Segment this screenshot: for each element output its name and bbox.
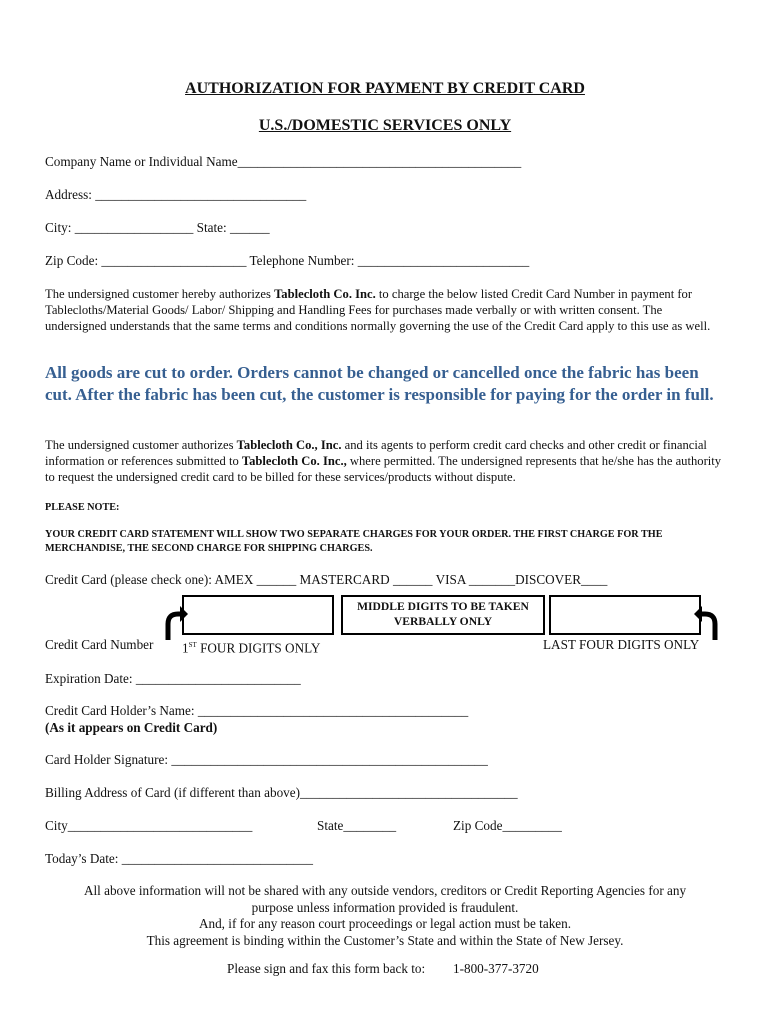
agents-text-2: and its agents to perform credit card checks and other credit or financial information or references submitted to bbox=[45, 438, 707, 469]
state-label: State: bbox=[196, 220, 227, 235]
footer-line-1: All above information will not be shared with any outside vendors, creditors or Credit Reporting Agencies for any bbox=[83, 883, 687, 898]
last-digits-box[interactable] bbox=[549, 595, 701, 635]
form-subtitle: U.S./DOMESTIC SERVICES ONLY bbox=[258, 117, 512, 134]
agents-company-name-1: Tablecloth Co., Inc. bbox=[236, 438, 342, 452]
company-name-field[interactable]: ___________________________________________ bbox=[237, 154, 522, 169]
address-label: Address: bbox=[45, 187, 92, 202]
auth-text-2: to charge the below listed Credit Card Number in payment for Tablecloths/Material Goods/ Labor/ Shipping and Handling Fees for purchases made verbally or with written consent. The undersigned understands that the same terms and conditions normally governing the use of the Credit Card apply to this use as well. bbox=[45, 287, 711, 334]
statement-note: YOUR CREDIT CARD STATEMENT WILL SHOW TWO SEPARATE CHARGES FOR YOUR ORDER. THE FIRST CHARGE FOR THE MERCHANDISE, THE SECOND CHARGE FOR SHIPPING CHARGES. bbox=[45, 529, 663, 554]
auth-company-name: Tablecloth Co. Inc. bbox=[274, 287, 376, 301]
first-digits-box[interactable] bbox=[182, 595, 334, 635]
first-four-digits-label bbox=[182, 637, 320, 656]
please-note-heading: PLEASE NOTE: bbox=[45, 502, 120, 513]
phone-field[interactable]: __________________________ bbox=[357, 253, 530, 268]
phone-label: Telephone Number: bbox=[249, 253, 355, 268]
footer-line-3: And, if for any reason court proceedings or legal action must be taken. bbox=[198, 916, 572, 931]
middle-digits-box bbox=[341, 595, 545, 635]
todays-date-field[interactable]: Today’s Date: _____________________________ bbox=[45, 851, 313, 866]
city-field[interactable]: __________________ bbox=[74, 220, 194, 235]
footer-line-4: This agreement is binding within the Customer’s State and within the State of New Jersey. bbox=[146, 933, 624, 948]
company-name-row bbox=[45, 154, 521, 170]
first-digits-ordinal: 1 bbox=[182, 640, 189, 656]
agents-company-name-2: Tablecloth Co. Inc., bbox=[241, 454, 347, 469]
billing-city-field[interactable]: City____________________________ bbox=[45, 818, 253, 833]
card-holder-signature-field[interactable]: Card Holder Signature: ________________________________________________ bbox=[45, 752, 488, 767]
last-four-digits-label: LAST FOUR DIGITS ONLY bbox=[543, 637, 700, 652]
zip-label: Zip Code: bbox=[45, 253, 99, 268]
address-row bbox=[45, 187, 306, 203]
card-type-checklist[interactable]: Credit Card (please check one): AMEX ______ MASTERCARD ______ VISA _______DISCOVER____ bbox=[45, 572, 608, 587]
zip-phone-row bbox=[45, 253, 529, 269]
card-holder-name-note: (As it appears on Credit Card) bbox=[45, 720, 218, 735]
agents-text-3: where permitted. The undersigned represents that he/she has the authority to request the undersigned credit card to be billed for these services/products without dispute. bbox=[45, 454, 722, 485]
middle-digits-label: MIDDLE DIGITS TO BE TAKEN VERBALLY ONLY bbox=[357, 600, 529, 628]
first-digits-superscript: ST bbox=[188, 641, 197, 649]
billing-address-field[interactable]: Billing Address of Card (if different than above)_________________________________ bbox=[45, 785, 518, 800]
left-arrow-icon bbox=[160, 600, 188, 640]
expiration-date-field[interactable]: Expiration Date: _________________________ bbox=[45, 671, 301, 686]
footer-line-2: purpose unless information provided is fraudulent. bbox=[251, 900, 519, 915]
company-name-label: Company Name or Individual Name bbox=[45, 154, 238, 169]
city-label: City: bbox=[45, 220, 72, 235]
card-holder-name-field[interactable]: Credit Card Holder’s Name: _________________________________________ bbox=[45, 703, 469, 718]
auth-text-1: The undersigned customer hereby authorizes bbox=[45, 287, 275, 301]
address-field[interactable]: ________________________________ bbox=[95, 187, 307, 202]
cut-to-order-warning: All goods are cut to order. Orders cannot be changed or cancelled once the fabric has been cut. After the fabric has been cut, the customer is responsible for paying for the order in full. bbox=[45, 363, 714, 404]
authorization-paragraph bbox=[45, 286, 725, 335]
state-field[interactable]: ______ bbox=[230, 220, 270, 235]
fax-number: 1-800-377-3720 bbox=[453, 961, 539, 976]
agents-paragraph bbox=[45, 437, 725, 486]
form-title: AUTHORIZATION FOR PAYMENT BY CREDIT CARD bbox=[185, 80, 585, 97]
agents-text-1: The undersigned customer authorizes bbox=[45, 438, 237, 452]
billing-zip-field[interactable]: Zip Code_________ bbox=[453, 818, 562, 833]
billing-state-field[interactable]: State________ bbox=[317, 818, 397, 833]
zip-field[interactable]: ______________________ bbox=[101, 253, 247, 268]
fax-instruction: Please sign and fax this form back to: bbox=[227, 961, 426, 976]
city-state-row bbox=[45, 220, 270, 236]
card-number-label: Credit Card Number bbox=[45, 637, 154, 652]
right-arrow-icon bbox=[693, 600, 723, 640]
first-digits-text: FOUR DIGITS ONLY bbox=[196, 640, 321, 656]
